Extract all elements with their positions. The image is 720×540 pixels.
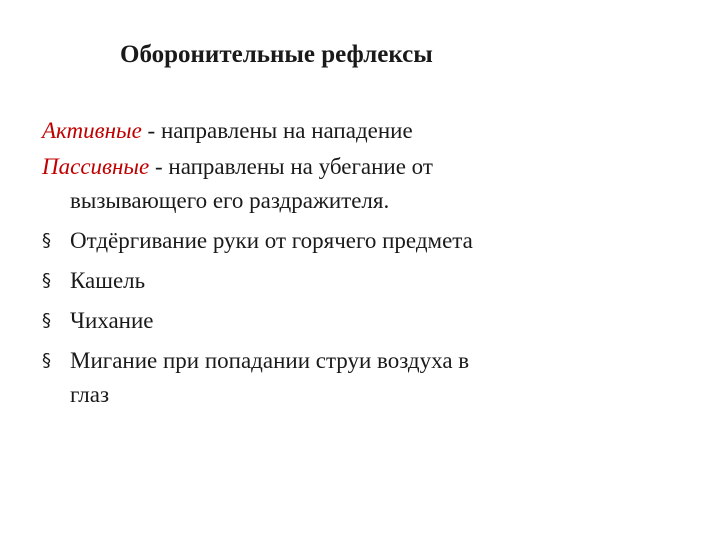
- slide-body: [42, 113, 682, 413]
- list-item-text: Чихание: [70, 308, 154, 333]
- list-item: [42, 263, 682, 299]
- definition-text: направлены на убегание от: [168, 154, 433, 179]
- definition-text: направлены на нападение: [160, 118, 413, 143]
- list-item-continuation: глаз: [70, 382, 110, 407]
- slide-title: Оборонительные рефлексы: [120, 41, 433, 68]
- separator: -: [149, 154, 169, 179]
- bullet-icon: §: [42, 350, 51, 371]
- list-item: [42, 343, 682, 413]
- list-item: [42, 223, 682, 259]
- term-passive: Пассивные: [42, 154, 150, 179]
- list-item-text: Мигание при попадании струи воздуха в: [70, 348, 470, 373]
- definition-active: [42, 113, 682, 149]
- list-item-text: Кашель: [70, 268, 146, 293]
- bullet-icon: §: [42, 230, 51, 251]
- definition-passive: [42, 149, 682, 185]
- bullet-icon: §: [42, 270, 51, 291]
- term-active: Активные: [42, 118, 142, 143]
- definition-passive-continuation: вызывающего его раздражителя.: [70, 188, 390, 213]
- list-item-text: Отдёргивание руки от горячего предмета: [70, 228, 473, 253]
- list-item: [42, 303, 682, 339]
- separator: -: [141, 118, 161, 143]
- bullet-icon: §: [42, 310, 51, 331]
